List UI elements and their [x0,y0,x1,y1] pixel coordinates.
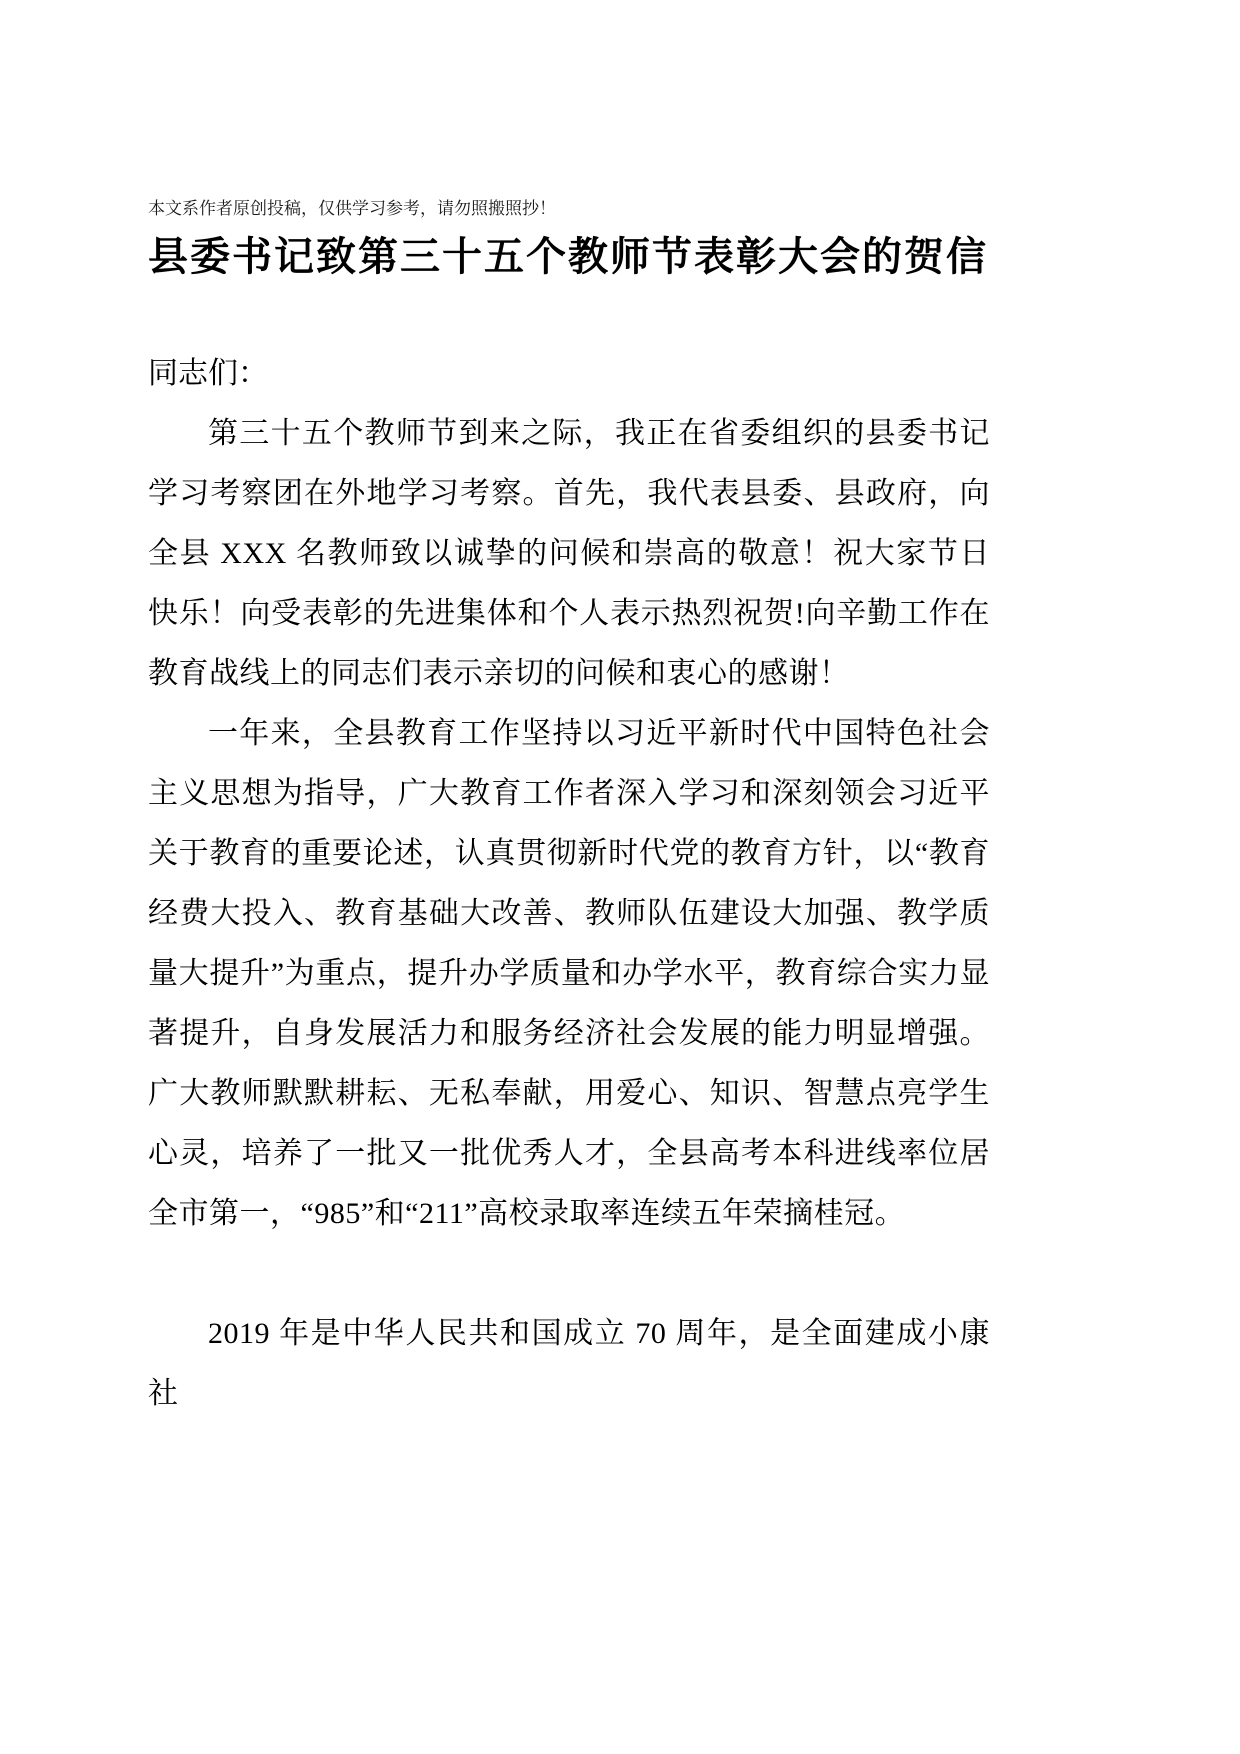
salutation: 同志们： [148,357,268,390]
document-title: 县委书记致第三十五个教师节表彰大会的贺信 [148,235,988,279]
paragraph-review: 一年来，全县教育工作坚持以习近平新时代中国特色社会主义思想为指导，广大教育工作者深入学习和深刻领会习近平关于教育的重要论述，认真贯彻新时代党的教育方针，以“教育经费大投入、教育基础大改善、教师队伍建设大加强、教学质量大提升”为重点，提升办学质量和办学水平，教育综合实力显著提升，自身发展活力和服务经济社会发展的能力明显增强。广大教师默默耕耘、无私奉献，用爱心、知识、智慧点亮学生心灵，培养了一批又一批优秀人才，全县高考本科进线率位居全市第一，“985”和“211”高校录取率连续五年荣摘桂冠。 [148,717,990,1230]
paragraph-intro: 第三十五个教师节到来之际，我正在省委组织的县委书记学习考察团在外地学习考察。首先，我代表县委、县政府，向全县 XXX 名教师致以诚挚的问候和崇高的敬意！祝大家节日快乐！向受表彰的先进集体和个人表示热烈祝贺!向辛勤工作在教育战线上的同志们表示亲切的问候和衷心的感谢！ [148,417,990,690]
disclaimer-note: 本文系作者原创投稿，仅供学习参考，请勿照搬照抄！ [148,199,556,218]
paragraph-2019: 2019 年是中华人民共和国成立 70 周年，是全面建成小康社 [148,1317,990,1410]
